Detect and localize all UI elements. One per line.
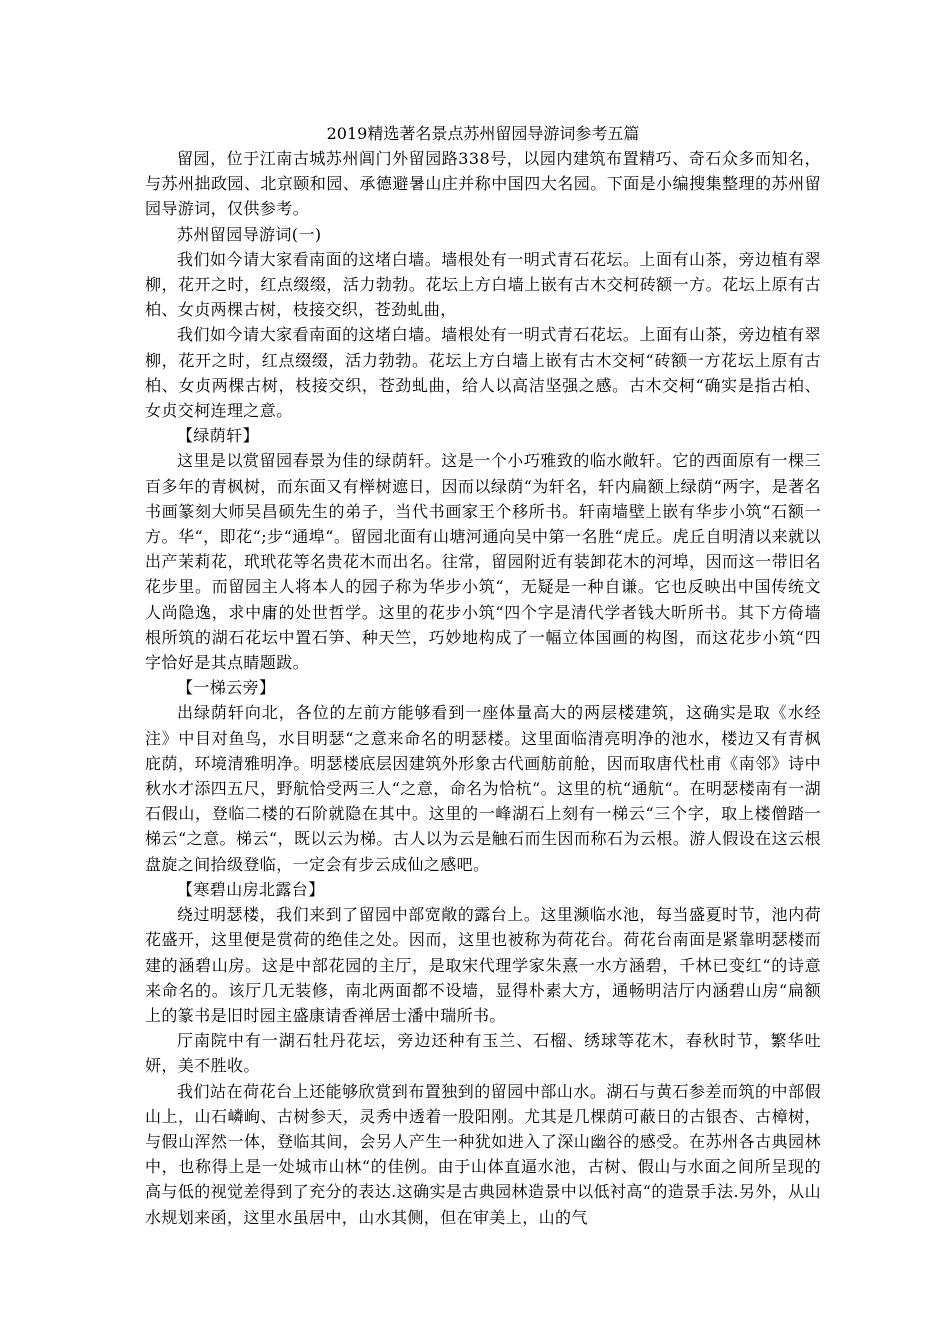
paragraph-lvyinxuan: 这里是以赏留园春景为佳的绿荫轩。这是一个小巧雅致的临水敞轩。它的西面原有一棵三百多年的青枫树，而东面又有榉树遮日，因而以绿荫“为轩名，轩内扁额上绿荫“两字，是著名书画篆刻大师吴昌硕先生的弟子，当代书画家王个移所书。轩南墙壁上嵌有华步小筑“石额一方。华“，即花“;步“通埠“。留园北面有山塘河通向吴中第一名胜“虎丘。虎丘自明清以来就以出产茉莉花，玳玳花等名贵花木而出名。往常，留园附近有装卸花木的河埠，因而这一带旧名花步里。而留园主人将本人的园子称为华步小筑“，无疑是一种自谦。它也反映出中国传统文人尚隐逸，求中庸的处世哲学。这里的花步小筑“四个字是清代学者钱大昕所书。其下方倚墙根所筑的湖石花坛中置石笋、种天竺，巧妙地构成了一幅立体国画的构图，而这花步小筑“四字恰好是其点睛题跋。 — [145, 451, 821, 673]
document-title: 2019精选著名景点苏州留园导游词参考五篇 — [326, 124, 640, 143]
paragraph-south-courtyard: 厅南院中有一湖石牡丹花坛，旁边还种有玉兰、石榴、绣球等花木，春秋时节，繁华吐妍，美不胜收。 — [145, 1031, 821, 1076]
section-heading-guide-one: 苏州留园导游词(一) — [177, 224, 322, 244]
paragraph-white-wall-1: 我们如今请大家看南面的这堵白墙。墙根处有一明式青石花坛。上面有山茶，旁边植有翠柳，花开之时，红点缀缀，活力勃勃。花坛上方白墙上嵌有古木交柯砖额一方。花坛上原有古柏、女贞两棵古树，枝接交织，苍劲虬曲， — [145, 249, 821, 320]
paragraph-yitiyun: 出绿荫轩向北，各位的左前方能够看到一座体量高大的两层楼建筑，这确实是取《水经注》中目对鱼鸟，水目明瑟“之意来命名的明瑟楼。这里面临清亮明净的池水，楼边又有青枫庇荫，环境清雅明净。明瑟楼底层因建筑外形象古代画舫前舱，因而取唐代杜甫《南邻》诗中秋水才添四五尺，野航恰受两三人“之意，命名为恰杭“。这里的杭“通航“。在明瑟楼南有一湖石假山，登临二楼的石阶就隐在其中。这里的一峰湖石上刻有一梯云“三个字，取上楼僧踏一梯云“之意。梯云“，既以云为梯。古人以为云是触石而生因而称石为云根。游人假设在这云根盘旋之间拾级登临，一定会有步云成仙之感吧。 — [145, 703, 821, 874]
document-page — [145, 122, 821, 1230]
paragraph-white-wall-2: 我们如今请大家看南面的这堵白墙。墙根处有一明式青石花坛。上面有山茶，旁边植有翠柳，花开之时，红点缀缀，活力勃勃。花坛上方白墙上嵌有古木交柯“砖额一方花坛上原有古柏、女贞两棵古树，枝接交织，苍劲虬曲，给人以高洁坚强之感。古木交柯“确实是指古柏、女贞交柯连理之意。 — [145, 325, 821, 421]
paragraph-central-landscape: 我们站在荷花台上还能够欣赏到布置独到的留园中部山水。湖石与黄石参差而筑的中部假山上，山石嶙峋、古树参天，灵秀中透着一股阳刚。尤其是几棵荫可蔽日的古银杏、古樟树，与假山浑然一体，登临其间，会另人产生一种犹如进入了深山幽谷的感受。在苏州各古典园林中，也称得上是一处城市山林“的佳例。由于山体直逼水池，古树、假山与水面之间所呈现的高与低的视觉差得到了充分的表达.这确实是古典园林造景中以低衬高“的造景手法.另外，从山水规划来函，这里水虽居中，山水其侧，但在审美上，山的气 — [145, 1081, 821, 1227]
section-heading-lvyinxuan: 【绿荫轩】 — [177, 426, 260, 446]
section-heading-yitiyun: 【一梯云旁】 — [177, 678, 276, 698]
document-body — [145, 146, 821, 1230]
section-heading-hanbi-terrace: 【寒碧山房北露台】 — [177, 879, 325, 899]
paragraph-hanbi-terrace: 绕过明瑟楼，我们来到了留园中部宽敞的露台上。这里濒临水池，每当盛夏时节，池内荷花盛开，这里便是赏荷的绝佳之处。因而，这里也被称为荷花台。荷花台南面是紧靠明瑟楼而建的涵碧山房。这是中部花园的主厅，是取宋代理学家朱熹一水方涵碧，千林已变红“的诗意来命名的。该厅几无装修，南北两面都不设墙，显得朴素大方，通畅明洁厅内涵碧山房“扁额上的篆书是旧时园主盛康请香禅居士潘中瑞所书。 — [145, 905, 821, 1025]
intro-paragraph: 留园，位于江南古城苏州阊门外留园路338号，以园内建筑布置精巧、奇石众多而知名，与苏州拙政园、北京颐和园、承德避暑山庄并称中国四大名园。下面是小编搜集整理的苏州留园导游词，仅供参考。 — [145, 149, 821, 219]
